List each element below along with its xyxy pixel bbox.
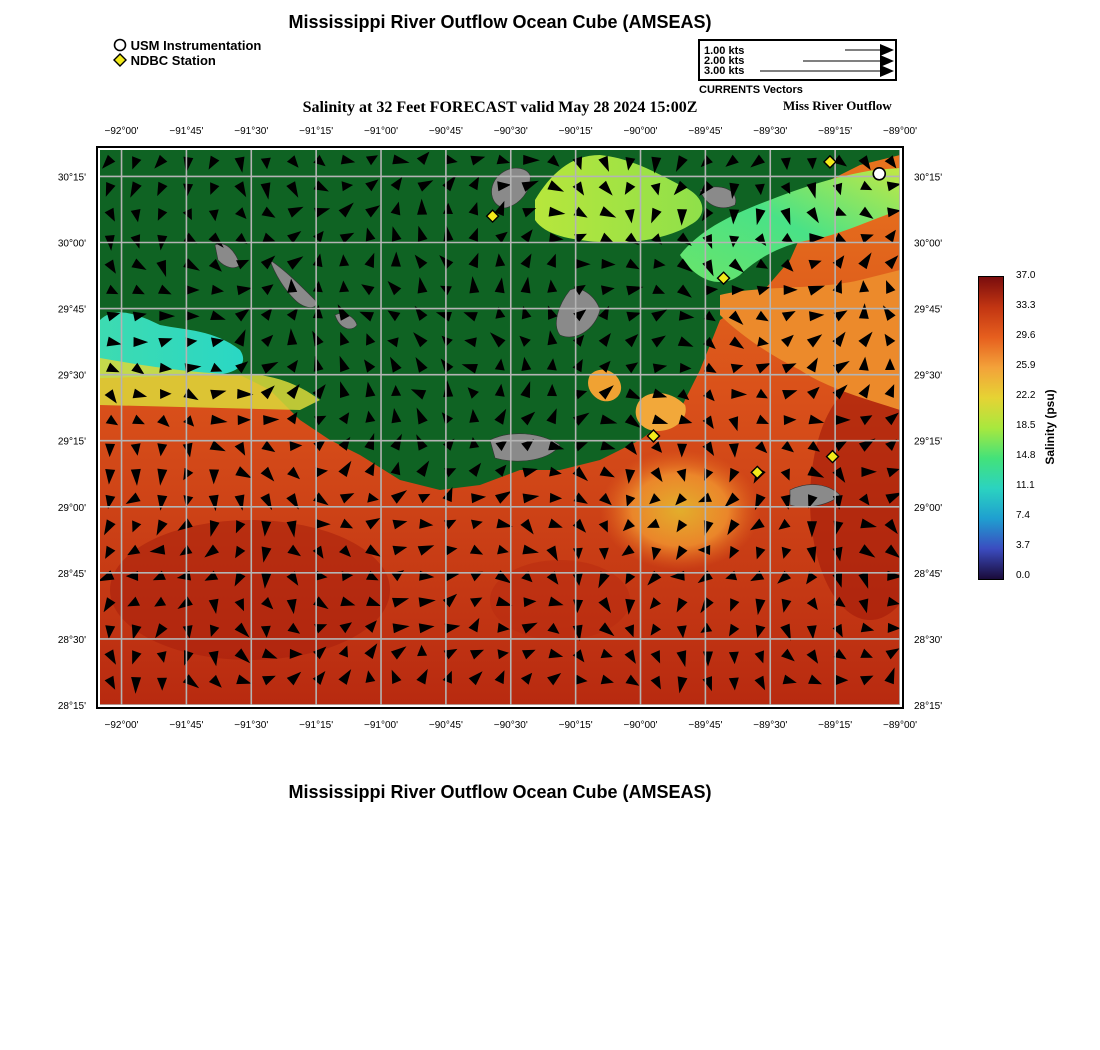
legend-usm xyxy=(113,38,261,53)
lon-tick-label: −89°30' xyxy=(753,126,788,137)
lat-tick-label: 29°15' xyxy=(914,436,943,448)
lon-tick-label: −91°30' xyxy=(234,720,269,731)
salinity-map xyxy=(0,120,960,740)
currents-key-title: CURRENTS Vectors xyxy=(699,84,803,96)
lat-tick-label: 29°45' xyxy=(57,304,86,316)
colorbar-tick-label: 22.2 xyxy=(1016,390,1036,401)
lon-tick-label: −89°15' xyxy=(818,720,853,731)
lon-tick-label: −91°00' xyxy=(364,126,399,137)
legend-ndbc-label: NDBC Station xyxy=(130,53,216,68)
lon-tick-labels-bottom xyxy=(105,720,918,731)
lon-tick-label: −92°00' xyxy=(104,126,139,137)
lat-tick-label: 29°45' xyxy=(914,304,943,316)
vector-key-arrows xyxy=(700,41,895,79)
lon-tick-label: −90°30' xyxy=(493,126,528,137)
legend-ndbc xyxy=(113,53,261,68)
lat-tick-label: 30°00' xyxy=(57,238,86,250)
lon-tick-label: −89°45' xyxy=(688,126,723,137)
lat-tick-label: 28°30' xyxy=(57,634,86,646)
colorbar-tick-label: 3.7 xyxy=(1016,540,1030,551)
colorbar-tick-label: 14.8 xyxy=(1016,450,1036,461)
lat-tick-label: 29°00' xyxy=(57,502,86,514)
lat-tick-label: 29°15' xyxy=(57,436,86,448)
footer-title: Mississippi River Outflow Ocean Cube (AMSEAS) xyxy=(288,782,712,802)
lon-tick-label: −91°15' xyxy=(299,126,334,137)
vector-arrowhead-1 xyxy=(880,44,894,56)
page-title: Mississippi River Outflow Ocean Cube (AMSEAS) xyxy=(288,12,712,32)
map-subtitle: Salinity at 32 Feet FORECAST valid May 28 2024 15:00Z xyxy=(302,99,698,116)
currents-key-box xyxy=(698,39,897,81)
vector-label-2: 2.00 kts xyxy=(704,55,745,67)
lat-tick-label: 30°00' xyxy=(914,238,943,250)
lon-tick-label: −91°15' xyxy=(299,720,334,731)
lon-tick-label: −90°30' xyxy=(493,720,528,731)
lon-tick-label: −91°45' xyxy=(169,720,204,731)
lon-tick-label: −90°00' xyxy=(623,126,658,137)
colorbar-title: Salinity (psu) xyxy=(1043,389,1057,465)
vector-label-3: 3.00 kts xyxy=(704,65,745,77)
lon-tick-label: −89°15' xyxy=(818,126,853,137)
marker-legend xyxy=(113,38,261,68)
lat-tick-label: 28°15' xyxy=(914,701,943,712)
usm-circle-icon xyxy=(113,38,127,52)
usm-instrument-marker[interactable] xyxy=(873,168,885,180)
region-name: Miss River Outflow xyxy=(783,98,892,113)
vector-label-1: 1.00 kts xyxy=(704,45,745,57)
lon-tick-label: −90°00' xyxy=(623,720,658,731)
lat-tick-labels-right xyxy=(914,172,942,712)
lon-tick-label: −89°45' xyxy=(688,720,723,731)
lon-tick-label: −92°00' xyxy=(104,720,139,731)
lat-tick-label: 30°15' xyxy=(914,172,943,184)
lat-tick-label: 28°30' xyxy=(914,634,943,646)
map-content xyxy=(98,150,930,705)
legend-usm-label: USM Instrumentation xyxy=(130,38,262,53)
colorbar-tick-label: 0.0 xyxy=(1016,570,1030,581)
colorbar-tick-label: 7.4 xyxy=(1016,510,1030,521)
lat-tick-label: 29°30' xyxy=(57,370,86,382)
lon-tick-label: −89°30' xyxy=(753,720,788,731)
colorbar-tick-label: 29.6 xyxy=(1016,330,1036,341)
colorbar-tick-label: 33.3 xyxy=(1016,300,1036,311)
lon-tick-label: −91°30' xyxy=(234,126,269,137)
lon-tick-label: −90°15' xyxy=(558,126,593,137)
lat-tick-label: 28°45' xyxy=(914,568,943,580)
lon-tick-labels-top xyxy=(105,126,918,137)
vector-arrowhead-3 xyxy=(880,65,894,77)
lat-tick-label: 28°45' xyxy=(57,568,86,580)
lat-tick-label: 29°30' xyxy=(914,370,943,382)
lon-tick-label: −90°45' xyxy=(428,720,463,731)
colorbar-tick-label: 18.5 xyxy=(1016,420,1036,431)
lat-tick-label: 29°00' xyxy=(914,502,943,514)
colorbar-tick-label: 37.0 xyxy=(1016,270,1036,281)
lat-tick-label: 30°15' xyxy=(57,172,86,184)
vector-arrowhead-2 xyxy=(880,55,894,67)
ndbc-diamond-icon xyxy=(113,53,127,67)
lat-tick-label: 28°15' xyxy=(57,701,86,712)
colorbar-tick-label: 25.9 xyxy=(1016,360,1036,371)
lat-tick-labels-left xyxy=(58,172,86,712)
lon-tick-label: −90°45' xyxy=(428,126,463,137)
lon-tick-label: −90°15' xyxy=(558,720,593,731)
lon-tick-label: −89°00' xyxy=(883,720,917,731)
colorbar-tick-label: 11.1 xyxy=(1016,480,1035,491)
lon-tick-label: −91°45' xyxy=(169,126,204,137)
lon-tick-label: −91°00' xyxy=(364,720,399,731)
lon-tick-label: −89°00' xyxy=(883,126,917,137)
